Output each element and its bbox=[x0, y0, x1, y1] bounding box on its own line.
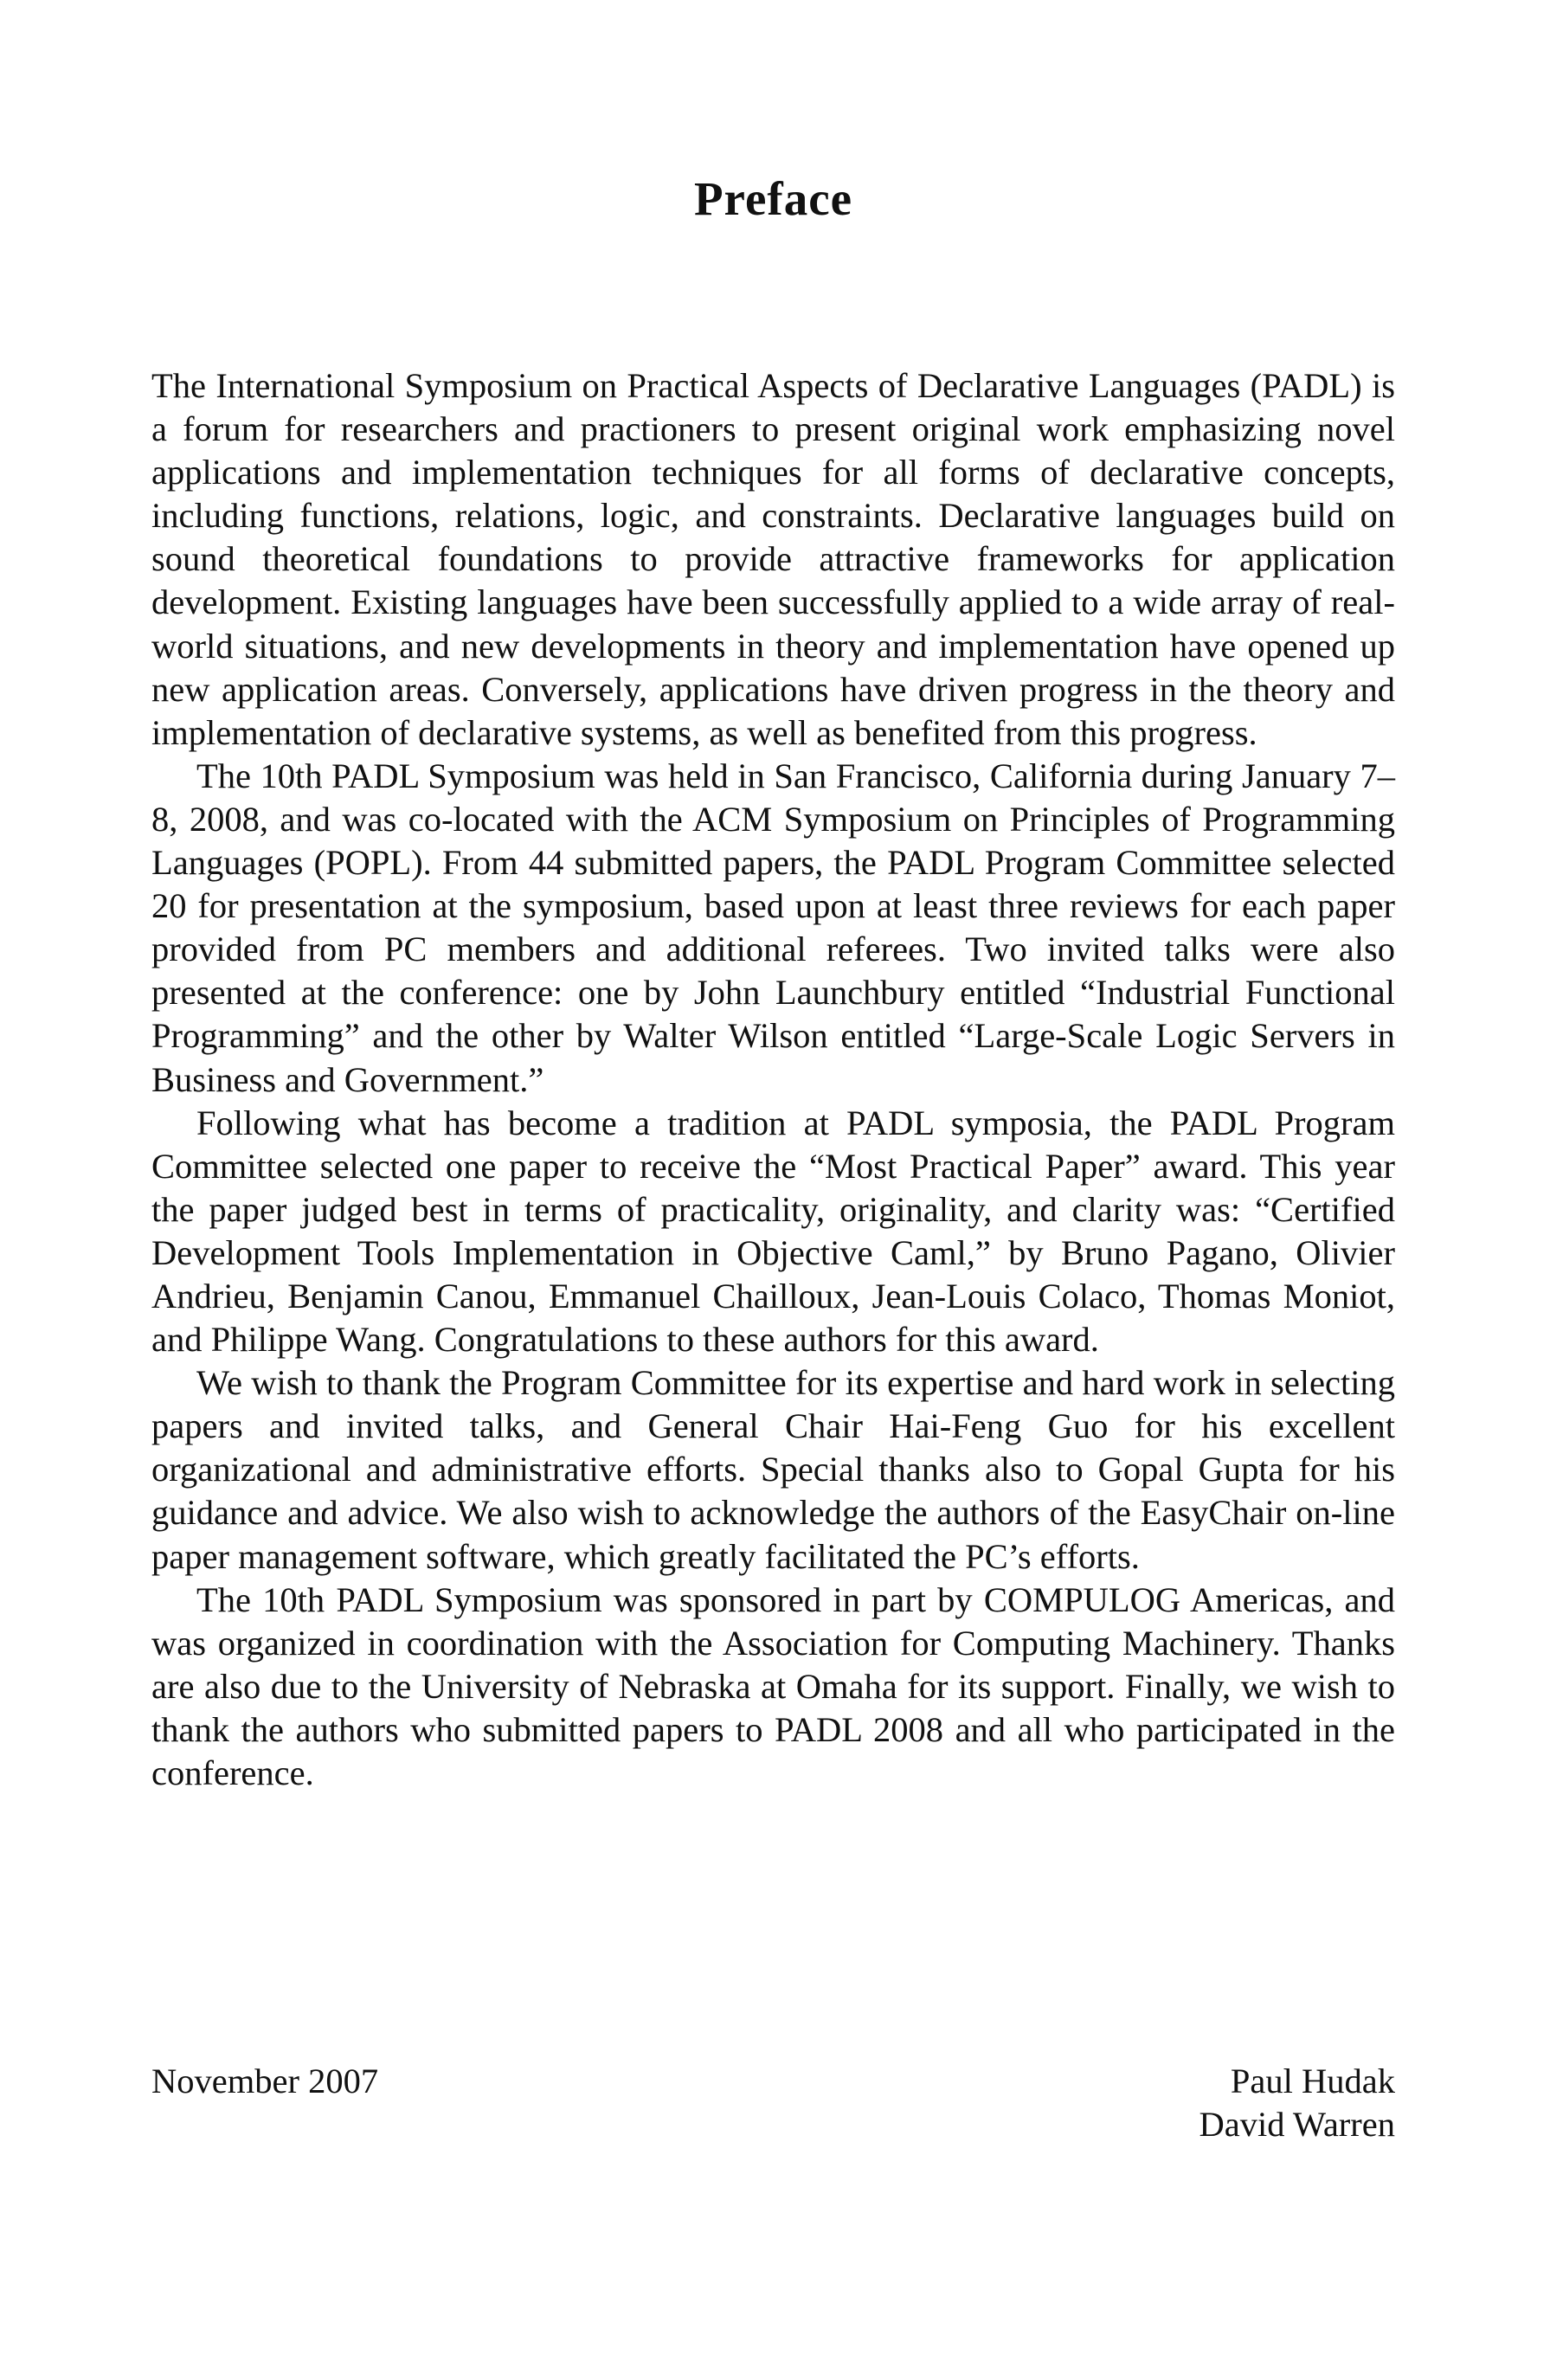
paragraph-sponsors: The 10th PADL Symposium was sponsored in part by COMPULOG Americas, and was organized in coordination with the Association for Computing Machinery. Thanks are also due to the University of Nebraska at Omaha for its support. Finally, we wish to thank the authors who submitted papers to PADL 2008 and all who participated in the conference. bbox=[151, 1579, 1395, 1792]
page bbox=[151, 0, 1395, 2380]
page-title: Preface bbox=[693, 172, 853, 225]
author-name: David Warren bbox=[1199, 2105, 1395, 2144]
author-list bbox=[1199, 2060, 1395, 2146]
paragraph-intro: The International Symposium on Practical Aspects of Declarative Languages (PADL) is a forum for researchers and practioners to present original work emphasizing novel applications and implementation techniques for all forms of declarative concepts, including functions, relations, logic, and constraints. Declarative languages build on sound theoretical foundations to provide attractive frameworks for application development. Existing languages have been successfully applied to a wide array of real-world situations, and new developments in theory and implementation have opened up new application areas. Conversely, applications have driven progress in the theory and implementation of declarative systems, as well as benefited from this progress. bbox=[151, 366, 1395, 752]
paragraph-symposium: The 10th PADL Symposium was held in San Francisco, California during January 7–8, 2008, and was co-located with the ACM Symposium on Principles of Programming Languages (POPL). From 44 submitted papers, the PADL Program Committee selected 20 for presentation at the symposium, based upon at least three reviews for each paper provided from PC members and additional referees. Two invited talks were also presented at the conference: one by John Launchbury entitled “Industrial Functional Programming” and the other by Walter Wilson entitled “Large-Scale Logic Servers in Business and Government.” bbox=[151, 756, 1395, 1099]
paragraph-award: Following what has become a tradition at PADL symposia, the PADL Program Committee selected one paper to receive the “Most Practical Paper” award. This year the paper judged best in terms of practicality, originality, and clarity was: “Certified Development Tools Implementation in Objective Caml,” by Bruno Pagano, Olivier Andrieu, Benjamin Canou, Emmanuel Chailloux, Jean-Louis Colaco, Thomas Moniot, and Philippe Wang. Congratulations to these authors for this award. bbox=[151, 1103, 1395, 1360]
paragraph-thanks: We wish to thank the Program Committee for its expertise and hard work in selecting papers and invited talks, and General Chair Hai-Feng Guo for his excellent organizational and administrative efforts. Special thanks also to Gopal Gupta for his guidance and advice. We also wish to acknowledge the authors of the EasyChair on-line paper management software, which greatly facilitated the PC’s efforts. bbox=[151, 1363, 1395, 1576]
author-name: Paul Hudak bbox=[1230, 2062, 1395, 2100]
preface-body bbox=[151, 364, 1395, 1795]
date: November 2007 bbox=[151, 2062, 379, 2100]
